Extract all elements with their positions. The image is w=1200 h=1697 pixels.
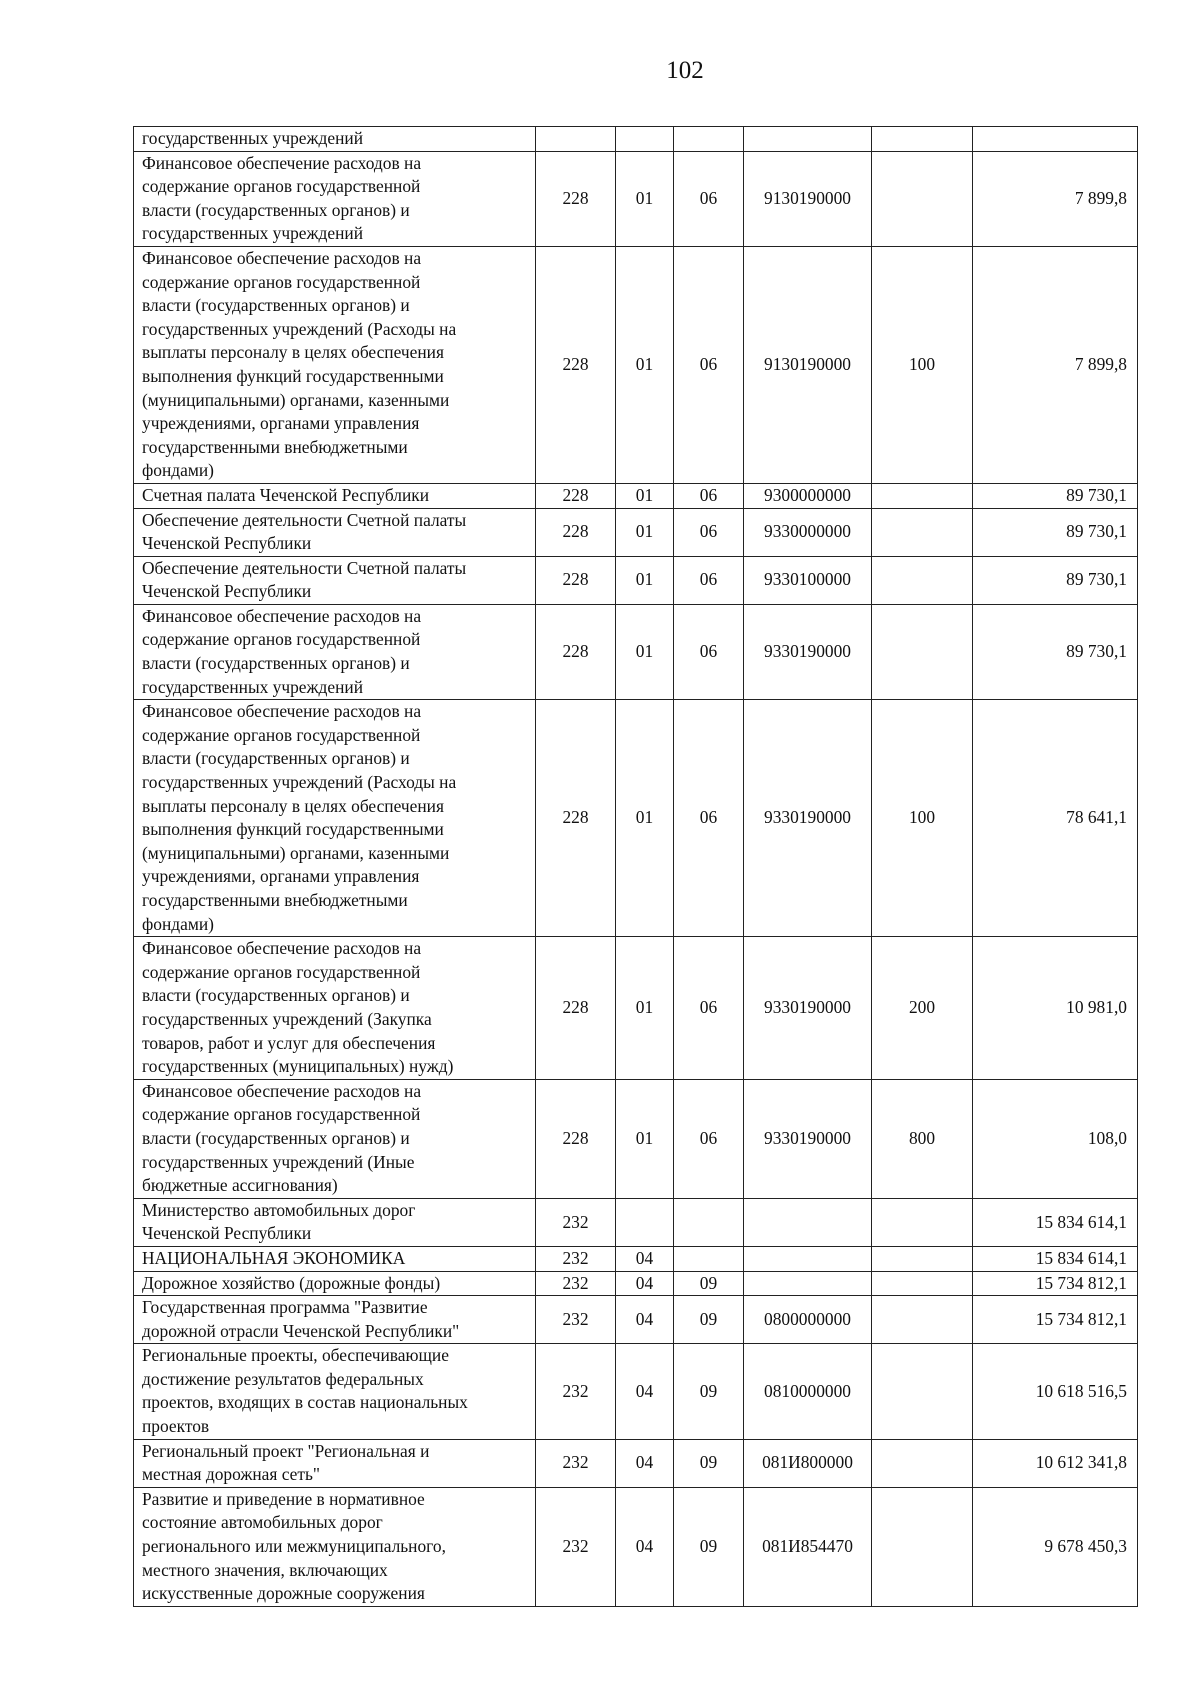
description-line: Министерство автомобильных дорог [142,1199,416,1220]
description-line: содержание органов государственной [142,961,421,982]
cell-description [134,556,536,604]
description-line: (муниципальными) органами, казенными [142,842,450,863]
cell-ministry-code: 228 [536,556,616,604]
cell-ministry-code: 232 [536,1198,616,1246]
cell-ministry-code: 232 [536,1246,616,1271]
cell-target-article [744,1246,872,1271]
cell-description [134,483,536,508]
table-row [134,127,1138,152]
cell-ministry-code: 228 [536,937,616,1080]
description-line: власти (государственных органов) и [142,199,410,220]
page-number: 102 [666,57,704,84]
description-line: власти (государственных органов) и [142,748,410,769]
description-line: местного значения, включающих [142,1559,388,1580]
cell-amount: 10 981,0 [973,937,1138,1080]
cell-ministry-code [536,127,616,152]
description-line: государственных (муниципальных) нужд) [142,1056,454,1077]
table-row [134,508,1138,556]
cell-description [134,1296,536,1344]
cell-description [134,937,536,1080]
cell-amount: 89 730,1 [973,604,1138,699]
table-row [134,1296,1138,1344]
cell-ministry-code: 232 [536,1344,616,1439]
cell-ministry-code: 228 [536,604,616,699]
cell-expense-type [872,1439,973,1487]
table-row [134,151,1138,246]
description-line: выполнения функций государственными [142,819,444,840]
cell-subsection-code: 06 [674,700,744,937]
description-line: Счетная палата Чеченской Республики [142,484,430,505]
cell-subsection-code: 09 [674,1487,744,1606]
cell-expense-type [872,483,973,508]
cell-expense-type [872,1246,973,1271]
description-line: проектов, входящих в состав национальных [142,1392,468,1413]
cell-description [134,151,536,246]
description-line: Чеченской Республики [142,1223,312,1244]
cell-subsection-code [674,1246,744,1271]
cell-expense-type: 100 [872,246,973,483]
cell-ministry-code: 228 [536,1079,616,1198]
description-line: Чеченской Республики [142,581,312,602]
cell-amount: 15 734 812,1 [973,1296,1138,1344]
cell-expense-type [872,556,973,604]
cell-expense-type: 200 [872,937,973,1080]
cell-amount: 10 618 516,5 [973,1344,1138,1439]
cell-subsection-code: 06 [674,508,744,556]
description-line: проектов [142,1416,210,1437]
cell-subsection-code: 09 [674,1296,744,1344]
cell-section-code: 01 [616,483,674,508]
cell-amount: 9 678 450,3 [973,1487,1138,1606]
cell-description [134,1198,536,1246]
description-line: власти (государственных органов) и [142,985,410,1006]
cell-description [134,1487,536,1606]
cell-target-article: 9300000000 [744,483,872,508]
description-line: Финансовое обеспечение расходов на [142,701,422,722]
description-line: Чеченской Республики [142,533,312,554]
description-line: регионального или межмуниципального, [142,1536,446,1557]
cell-target-article: 9330190000 [744,937,872,1080]
description-line: государственных учреждений [142,128,364,148]
cell-target-article: 9330190000 [744,604,872,699]
cell-ministry-code: 232 [536,1296,616,1344]
cell-ministry-code: 228 [536,700,616,937]
description-line: власти (государственных органов) и [142,295,410,316]
cell-expense-type [872,151,973,246]
cell-section-code: 01 [616,151,674,246]
cell-subsection-code [674,127,744,152]
cell-description [134,508,536,556]
cell-section-code: 04 [616,1487,674,1606]
table-row [134,1198,1138,1246]
table-row [134,700,1138,937]
description-line: Государственная программа "Развитие [142,1297,428,1318]
description-line: государственными внебюджетными [142,890,408,910]
budget-table [133,126,1138,1607]
cell-section-code [616,127,674,152]
cell-target-article [744,1271,872,1296]
cell-target-article: 9330190000 [744,1079,872,1198]
description-line: товаров, работ и услуг для обеспечения [142,1032,436,1053]
cell-target-article: 9130190000 [744,246,872,483]
cell-target-article: 0800000000 [744,1296,872,1344]
cell-ministry-code: 228 [536,483,616,508]
cell-amount: 15 834 614,1 [973,1198,1138,1246]
description-line: Финансовое обеспечение расходов на [142,938,422,959]
table-row [134,1271,1138,1296]
cell-section-code: 01 [616,246,674,483]
cell-expense-type [872,604,973,699]
cell-expense-type [872,1296,973,1344]
description-line: выполнения функций государственными [142,365,444,386]
cell-subsection-code: 06 [674,937,744,1080]
description-line: государственных учреждений [142,676,364,697]
table-row [134,1246,1138,1271]
description-line: НАЦИОНАЛЬНАЯ ЭКОНОМИКА [142,1247,406,1268]
cell-section-code: 01 [616,937,674,1080]
cell-subsection-code: 06 [674,1079,744,1198]
cell-amount: 89 730,1 [973,556,1138,604]
cell-target-article: 9330190000 [744,700,872,937]
description-line: Обеспечение деятельности Счетной палаты [142,557,467,578]
description-line: государственных учреждений (Закупка [142,1008,432,1029]
cell-target-article: 9130190000 [744,151,872,246]
cell-expense-type: 100 [872,700,973,937]
cell-ministry-code: 228 [536,151,616,246]
cell-amount: 78 641,1 [973,700,1138,937]
cell-description [134,1079,536,1198]
table-row [134,1487,1138,1606]
cell-ministry-code: 228 [536,246,616,483]
description-line: государственными внебюджетными [142,436,408,457]
description-line: Финансовое обеспечение расходов на [142,152,422,173]
table-row [134,246,1138,483]
cell-amount [973,127,1138,152]
cell-section-code: 04 [616,1246,674,1271]
cell-section-code: 01 [616,556,674,604]
table-row [134,1344,1138,1439]
cell-expense-type [872,1271,973,1296]
description-line: Региональный проект "Региональная и [142,1440,430,1461]
cell-section-code: 01 [616,700,674,937]
cell-description [134,1271,536,1296]
description-line: бюджетные ассигнования) [142,1175,338,1196]
description-line: содержание органов государственной [142,176,421,197]
description-line: содержание органов государственной [142,271,421,292]
cell-expense-type: 800 [872,1079,973,1198]
cell-subsection-code: 06 [674,556,744,604]
cell-subsection-code: 06 [674,246,744,483]
table-row [134,483,1138,508]
cell-ministry-code: 232 [536,1271,616,1296]
cell-ministry-code: 232 [536,1439,616,1487]
description-line: государственных учреждений [142,223,364,244]
description-line: (муниципальными) органами, казенными [142,389,450,410]
cell-target-article [744,127,872,152]
cell-subsection-code [674,1198,744,1246]
description-line: государственных учреждений (Расходы на [142,772,457,793]
cell-amount: 15 834 614,1 [973,1246,1138,1271]
cell-ministry-code: 228 [536,508,616,556]
cell-section-code [616,1198,674,1246]
description-line: власти (государственных органов) и [142,653,410,674]
table-row [134,1439,1138,1487]
cell-section-code: 04 [616,1344,674,1439]
cell-subsection-code: 09 [674,1271,744,1296]
description-line: Финансовое обеспечение расходов на [142,247,422,268]
description-line: учреждениями, органами управления [142,413,420,434]
cell-description [134,700,536,937]
description-line: состояние автомобильных дорог [142,1512,383,1533]
cell-amount: 15 734 812,1 [973,1271,1138,1296]
cell-section-code: 01 [616,1079,674,1198]
description-line: учреждениями, органами управления [142,866,420,887]
cell-section-code: 01 [616,508,674,556]
cell-section-code: 04 [616,1439,674,1487]
table-row [134,937,1138,1080]
cell-subsection-code: 06 [674,604,744,699]
description-line: Финансовое обеспечение расходов на [142,605,422,626]
description-line: фондами) [142,460,214,481]
cell-target-article: 081И854470 [744,1487,872,1606]
cell-amount: 89 730,1 [973,508,1138,556]
cell-section-code: 04 [616,1271,674,1296]
cell-ministry-code: 232 [536,1487,616,1606]
cell-description [134,127,536,152]
description-line: Региональные проекты, обеспечивающие [142,1345,449,1366]
cell-description [134,1439,536,1487]
table-row [134,1079,1138,1198]
cell-target-article: 9330000000 [744,508,872,556]
description-line: выплаты персоналу в целях обеспечения [142,342,444,363]
description-line: государственных учреждений (Иные [142,1151,415,1172]
description-line: Обеспечение деятельности Счетной палаты [142,509,467,530]
description-line: искусственные дорожные сооружения [142,1583,425,1604]
table-row [134,556,1138,604]
cell-amount: 89 730,1 [973,483,1138,508]
cell-expense-type [872,127,973,152]
description-line: фондами) [142,913,214,934]
cell-section-code: 01 [616,604,674,699]
description-line: выплаты персоналу в целях обеспечения [142,795,444,816]
cell-expense-type [872,508,973,556]
cell-target-article: 9330100000 [744,556,872,604]
cell-expense-type [872,1344,973,1439]
cell-subsection-code: 09 [674,1344,744,1439]
description-line: власти (государственных органов) и [142,1127,410,1148]
description-line: содержание органов государственной [142,724,421,745]
cell-target-article: 081И800000 [744,1439,872,1487]
description-line: дорожной отрасли Чеченской Республики" [142,1320,460,1341]
description-line: Финансовое обеспечение расходов на [142,1080,422,1101]
cell-description [134,246,536,483]
cell-expense-type [872,1198,973,1246]
description-line: Развитие и приведение в нормативное [142,1488,425,1509]
cell-amount: 7 899,8 [973,151,1138,246]
cell-amount: 10 612 341,8 [973,1439,1138,1487]
cell-target-article: 0810000000 [744,1344,872,1439]
cell-amount: 108,0 [973,1079,1138,1198]
cell-section-code: 04 [616,1296,674,1344]
cell-amount: 7 899,8 [973,246,1138,483]
cell-description [134,604,536,699]
cell-description [134,1246,536,1271]
description-line: государственных учреждений (Расходы на [142,318,457,339]
cell-description [134,1344,536,1439]
description-line: местная дорожная сеть" [142,1464,321,1485]
cell-subsection-code: 06 [674,483,744,508]
table-row [134,604,1138,699]
cell-subsection-code: 06 [674,151,744,246]
description-line: Дорожное хозяйство (дорожные фонды) [142,1272,441,1293]
description-line: содержание органов государственной [142,1104,421,1125]
cell-target-article [744,1198,872,1246]
cell-subsection-code: 09 [674,1439,744,1487]
description-line: содержание органов государственной [142,629,421,650]
cell-expense-type [872,1487,973,1606]
description-line: достижение результатов федеральных [142,1368,424,1389]
